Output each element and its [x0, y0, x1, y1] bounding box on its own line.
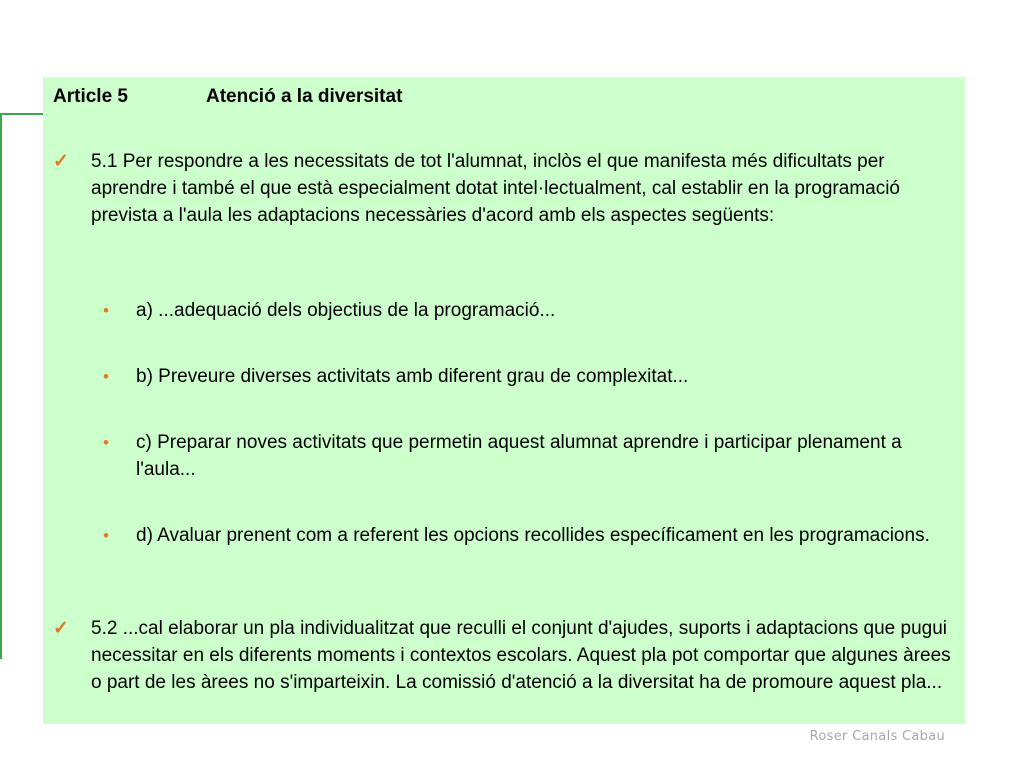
decorative-line-vertical [0, 113, 2, 659]
article-heading [53, 86, 402, 108]
bullet-icon: • [103, 301, 109, 320]
list-item-5-1: 5.1 Per respondre a les necessitats de tot l'alumnat, inclòs el que manifesta més dificultats per aprendre i també el que està especialment dotat intel·lectualment, cal establir en la programació prevista a l'aula les adaptacions necessàries d'acord amb els aspectes següents: [91, 151, 901, 226]
subitem-c: c) Preparar noves activitats que permetin aquest alumnat aprendre i participar plenament a l'aula... [136, 432, 902, 480]
bullet-icon: • [103, 367, 109, 386]
bullet-icon: • [103, 433, 109, 452]
content-panel [43, 77, 965, 724]
check-icon: ✓ [53, 618, 69, 639]
subitem-a: a) ...adequació dels objectius de la programació... [136, 300, 556, 321]
bullet-icon: • [103, 526, 109, 545]
list-item-5-2: 5.2 ...cal elaborar un pla individualitzat que reculli el conjunt d'ajudes, suports i adaptacions que pugui necessitar en els diferents moments i contextos escolars. Aquest pla pot comportar que algunes àrees o part de les àrees no s'imparteixin. La comissió d'atenció a la diversitat ha de promoure aquest pla... [91, 618, 951, 693]
check-icon: ✓ [53, 151, 69, 172]
article-number: Article 5 [53, 86, 128, 107]
subitem-b: b) Preveure diverses activitats amb diferent grau de complexitat... [136, 366, 689, 387]
decorative-line-horizontal [0, 113, 44, 115]
footer-author: Roser Canals Cabau [809, 729, 945, 744]
subitem-d: d) Avaluar prenent com a referent les opcions recollides específicament en les programacions. [136, 525, 930, 546]
article-title: Atenció a la diversitat [206, 86, 403, 107]
